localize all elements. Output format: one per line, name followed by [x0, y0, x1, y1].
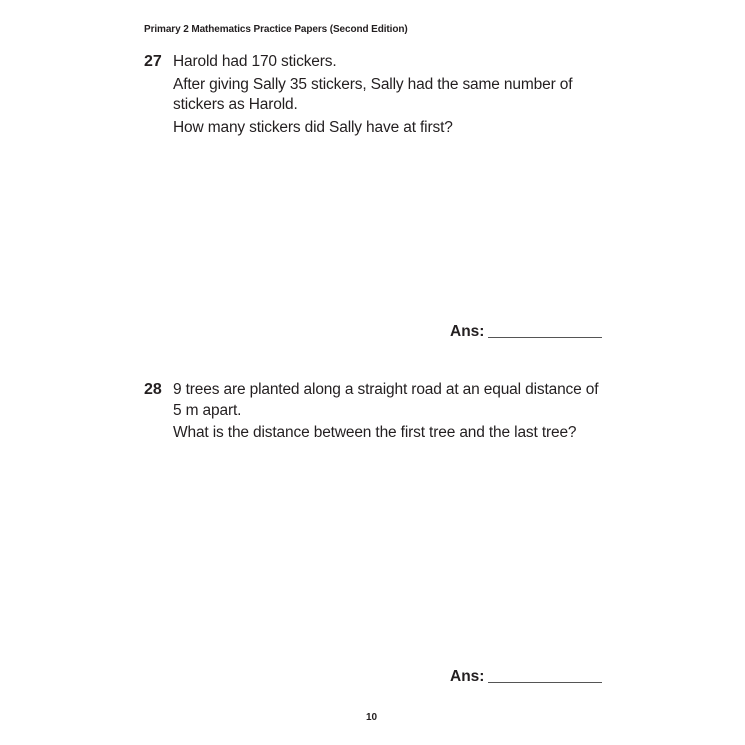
answer-field-27 [450, 322, 602, 342]
answer-field-28 [450, 667, 602, 687]
question-line: How many stickers did Sally have at first? [173, 118, 453, 136]
question-text [173, 380, 613, 446]
answer-blank-line[interactable] [488, 682, 602, 683]
question-line: What is the distance between the first tree and the last tree? [173, 424, 577, 441]
answer-label: Ans: [450, 668, 485, 685]
page-header-title: Primary 2 Mathematics Practice Papers (Second Edition) [144, 24, 408, 35]
question-line: 5 m apart. [173, 401, 242, 419]
question-line: 9 trees are planted along a straight road at an equal distance of [173, 381, 599, 398]
question-line: stickers as Harold. [173, 96, 298, 113]
question-number: 27 [144, 53, 162, 70]
page-number: 10 [366, 712, 378, 723]
question-number: 28 [144, 381, 162, 398]
question-line: After giving Sally 35 stickers, Sally had the same number of [173, 75, 573, 93]
question-text [173, 52, 613, 140]
question-line: Harold had 170 stickers. [173, 53, 337, 70]
answer-blank-line[interactable] [488, 337, 602, 338]
answer-label: Ans: [450, 323, 485, 340]
